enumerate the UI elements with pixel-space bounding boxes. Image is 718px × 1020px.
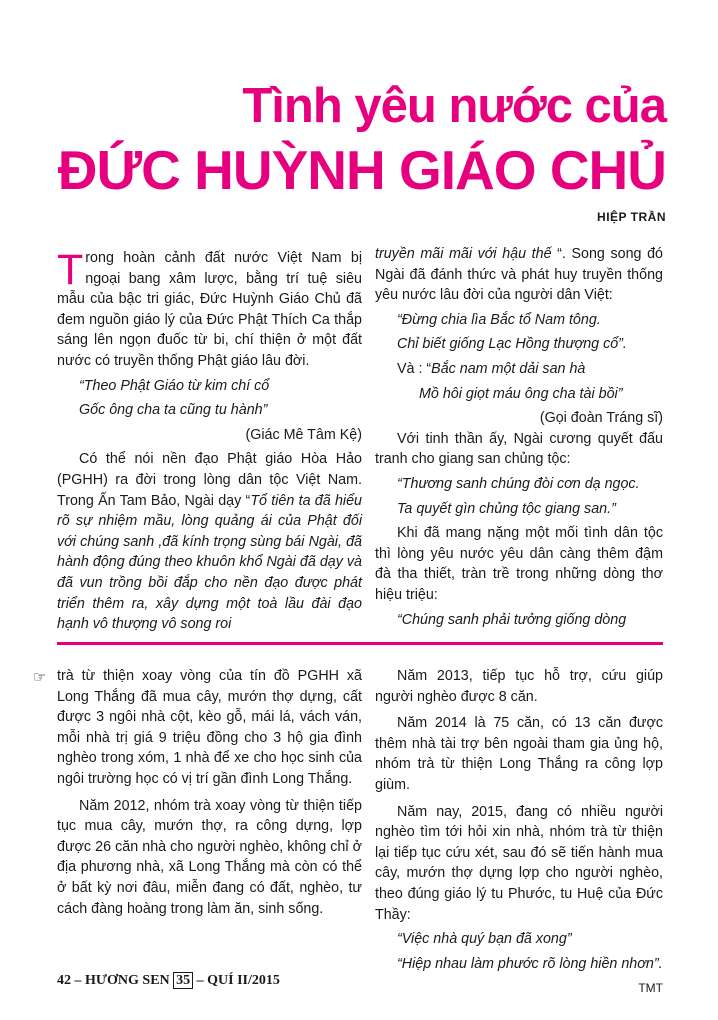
- quote-line: “Hiệp nhau làm phước rõ lòng hiền nhơn”.: [397, 955, 663, 972]
- pointing-hand-icon: ☞: [33, 669, 47, 686]
- quote-line: “Việc nhà quý bạn đã xong”: [397, 931, 572, 948]
- quote-line: “Thương sanh chúng đòi cơn dạ ngọc.: [397, 475, 640, 492]
- article-title-line-2: ĐỨC HUỲNH GIÁO CHỦ: [57, 139, 666, 201]
- page-footer: 42 – HƯƠNG SEN 35 – QUÍ II/2015: [57, 973, 280, 988]
- author-byline: HIỆP TRẦN: [597, 210, 666, 224]
- quote-line: “Chúng sanh phải tưởng giống dòng: [397, 611, 627, 628]
- body-paragraph: Năm 2014 là 75 căn, có 13 căn được thêm nhà tài trợ bên ngoài tham gia ủng hộ, nhóm trà từ thiện Long Thắng ra công lợp giùm.: [375, 715, 663, 793]
- body-paragraph: trà từ thiện xoay vòng của tín đồ PGHH xã Long Thắng đã mua cây, mướn thợ dựng, cất được 3 ngôi nhà cột, kèo gỗ, mái lá, vách ván, mỗi nhà trị giá 9 triệu đồng cho 3 hộ gia đình nghèo trong xóm, 1 nhà để xe cho học sinh của ngôi trường học có vị trí gần đình Long Thắng.: [57, 668, 362, 787]
- quote-source: (Gọi đoàn Tráng sĩ): [539, 410, 663, 427]
- intro-paragraph: Trong hoàn cảnh đất nước Việt Nam bị ngoại bang xâm lược, bằng trí tuệ siêu mẫu của bậc tri giác, Đức Huỳnh Giáo Chủ đã đem nguồn giáo lý của Đức Phật Thích Ca thắp sáng lên ngọn đuốc từ bi, chí thiện ở một đất nước có truyền thống Phật giáo lâu đời.: [57, 246, 362, 369]
- quote-source: (Giác Mê Tâm Kệ): [245, 426, 362, 443]
- quote-line: “Đừng chia lìa Bắc tổ Nam tông.: [397, 311, 601, 328]
- top-right-column: [375, 244, 663, 634]
- body-paragraph: Năm 2012, nhóm trà xoay vòng từ thiện tiếp tục mua cây, mướn thợ, ra công dựng, lợp được 26 căn nhà cho người nghèo, không chỉ ở địa phương nhà, xã Long Thắng mà còn có thể ở bất kỳ nơi đâu, miễn đang có đất, nghèo, tư cách đàng hoàng trong làm ăn, sinh sống.: [57, 797, 362, 917]
- quote-line: Gốc ông cha ta cũng tu hành”: [79, 402, 268, 419]
- page-number: 42: [57, 973, 71, 988]
- body-paragraph: Có thể nói nền đạo Phật giáo Hòa Hảo (PGHH) ra đời trong lòng dân tộc Việt Nam. Trong Ấn Tam Bảo, Ngài dạy “Tổ tiên ta đã hiểu rõ sự nhiệm mầu, lòng quảng ái của Phật đối với chúng sanh ,đã kính trọng sùng bái Ngài, đã hành động đúng theo khuôn khổ Ngài đã dạy và đã vun trồng bồi đắp cho nền đạo được phát triển thêm ra, xây dựng một toà lầu đài đạo hạnh vô thượng vô song roi: [57, 451, 363, 633]
- body-paragraph: Năm nay, 2015, đang có nhiều người nghèo tìm tới hỏi xin nhà, nhóm trà từ thiện lại tiếp tục cứu xét, sau đó sẽ tiến hành mua cây, mướn thợ dựng lợp cho người nghèo, theo đúng giáo lý tu Phước, tu Huệ của Đức Thầy:: [375, 803, 663, 923]
- body-paragraph: Với tinh thần ấy, Ngài cương quyết đấu tranh cho giang san chủng tộc:: [375, 430, 663, 468]
- body-paragraph: Khi đã mang nặng một mối tình dân tộc thì lòng yêu nước yêu dân càng thêm đậm đà tha thiết, tràn trề trong những dòng thơ hiệu triệu:: [375, 525, 663, 603]
- bottom-right-column: [375, 666, 663, 999]
- quote-line: Và : “Bắc nam một dải san hà: [397, 360, 586, 377]
- quote-line: Mồ hôi giọt máu ông cha tài bồi”: [419, 385, 623, 402]
- quote-line: Ta quyết gìn chủng tộc giang san.”: [397, 500, 616, 517]
- issue-number-box: 35: [173, 972, 193, 989]
- article-title-line-1: Tình yêu nước của: [242, 79, 666, 133]
- bottom-left-column: [57, 666, 362, 919]
- author-signature: TMT: [638, 981, 663, 996]
- section-divider: [57, 642, 663, 645]
- body-paragraph: Năm 2013, tiếp tục hỗ trợ, cứu giúp người nghèo được 8 căn.: [375, 668, 663, 705]
- top-left-column: [57, 248, 362, 635]
- quote-line: Chỉ biết giống Lạc Hồng thượng cổ”.: [397, 336, 627, 353]
- drop-cap: T: [57, 246, 84, 294]
- continued-paragraph: truyền mãi mãi với hậu thế “. Song song đó Ngài đã đánh thức và phát huy truyền thống yêu nước lâu đời của người dân Việt:: [375, 246, 663, 304]
- quote-line: “Theo Phật Giáo từ kim chí cổ: [79, 377, 270, 394]
